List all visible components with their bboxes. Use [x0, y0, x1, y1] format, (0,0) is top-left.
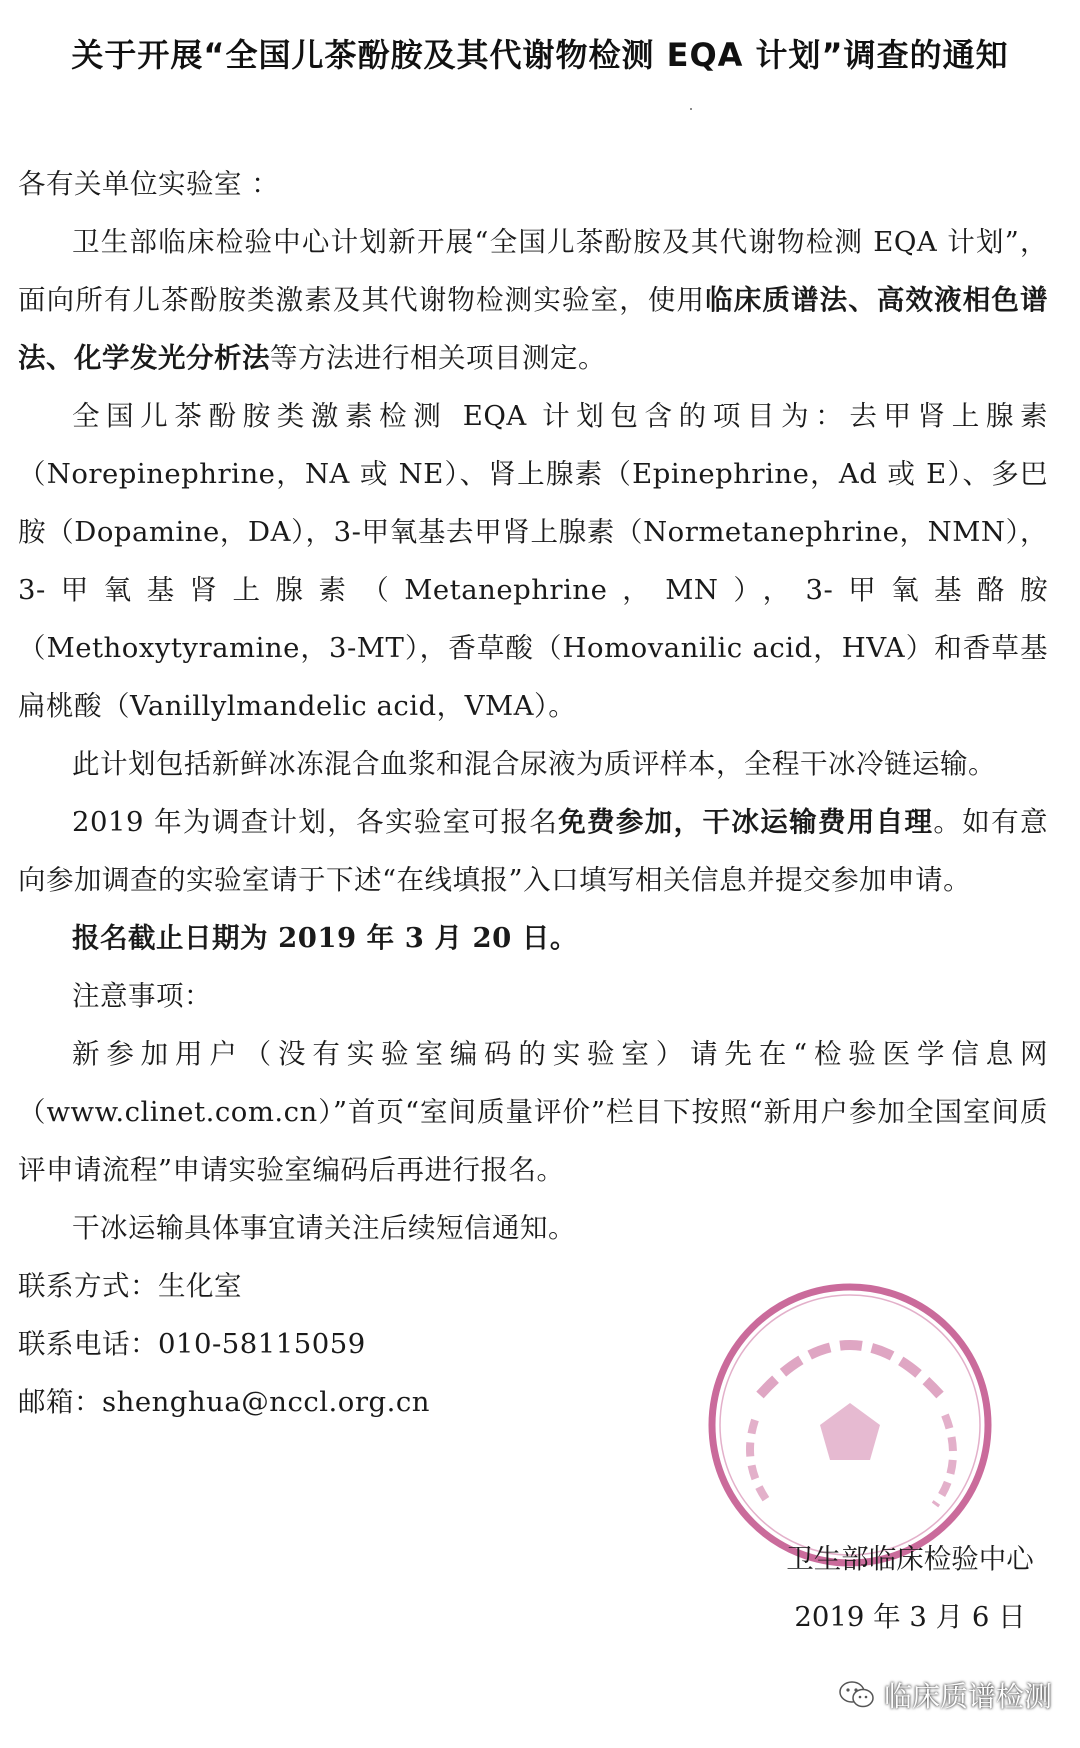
contact-method: 联系方式：生化室: [18, 1270, 242, 1302]
intro-methods: 临床质谱法、高效液相色谱法、化学发光分析法: [18, 284, 1049, 374]
scan-speck: [690, 108, 692, 110]
registration-text-b: 。如有意向参加调查的实验室请于下述“在线填报”入口填写相关信息并提交参加申请。: [18, 806, 1049, 896]
wechat-icon: [838, 1679, 876, 1711]
document-title: 关于开展“全国儿茶酚胺及其代谢物检测 EQA 计划”调查的通知: [71, 36, 1009, 74]
salutation: 各有关单位实验室 ：: [18, 168, 280, 200]
registration-text-a: 2019 年为调查计划，各实验室可报名: [72, 806, 559, 838]
contact-phone: 联系电话：010-58115059: [18, 1328, 366, 1360]
contact-email: 邮箱：shenghua@nccl.org.cn: [18, 1386, 430, 1418]
paragraph-registration: [18, 793, 1048, 909]
registration-free: 免费参加，干冰运输费用自理: [558, 806, 934, 838]
paragraph-samples: 此计划包括新鲜冰冻混合血浆和混合尿液为质评样本，全程干冰冷链运输。: [72, 748, 996, 780]
paragraph-items: 全国儿茶酚胺类激素检测 EQA 计划包含的项目为：去甲肾上腺素（Norepinephrine，NA 或 NE）、肾上腺素（Epinephrine，Ad 或 E）、多巴胺（Dopamine，DA），3-甲氧基去甲肾上腺素（Normetanephrine，NMN），3-甲氧基肾上腺素（Metanephrine，MN），3-甲氧基酪胺（Methoxytyramine，3-MT），香草酸（Homovanilic acid，HVA）和香草基扁桃酸（Vanillylmandelic acid，VMA）。: [18, 400, 1048, 722]
deadline: [18, 909, 1048, 967]
signature-block: [770, 1530, 1050, 1646]
deadline-text: 报名截止日期为 2019 年 3 月 20 日。: [72, 922, 578, 954]
watermark: [838, 1672, 1052, 1718]
signature-org: 卫生部临床检验中心: [786, 1543, 1034, 1575]
paragraph-intro: [18, 213, 1048, 387]
watermark-text: 临床质谱检测: [883, 1680, 1052, 1713]
note-new-users: 新参加用户（没有实验室编码的实验室）请先在“检验医学信息网（www.clinet.com.cn）”首页“室间质量评价”栏目下按照“新用户参加全国室间质评申请流程”申请实验室编码后再进行报名。: [18, 1038, 1048, 1186]
notes-heading: 注意事项：: [72, 980, 212, 1012]
intro-text-b: 等方法进行相关项目测定。: [270, 342, 606, 374]
note-dry-ice: 干冰运输具体事宜请关注后续短信通知。: [72, 1212, 576, 1244]
document-body: [18, 155, 1048, 1431]
intro-text-a: 卫生部临床检验中心计划新开展“全国儿茶酚胺及其代谢物检测 EQA 计划”，面向所有儿茶酚胺类激素及其代谢物检测实验室，使用: [18, 226, 1048, 316]
signature-date: 2019 年 3 月 6 日: [794, 1601, 1026, 1633]
